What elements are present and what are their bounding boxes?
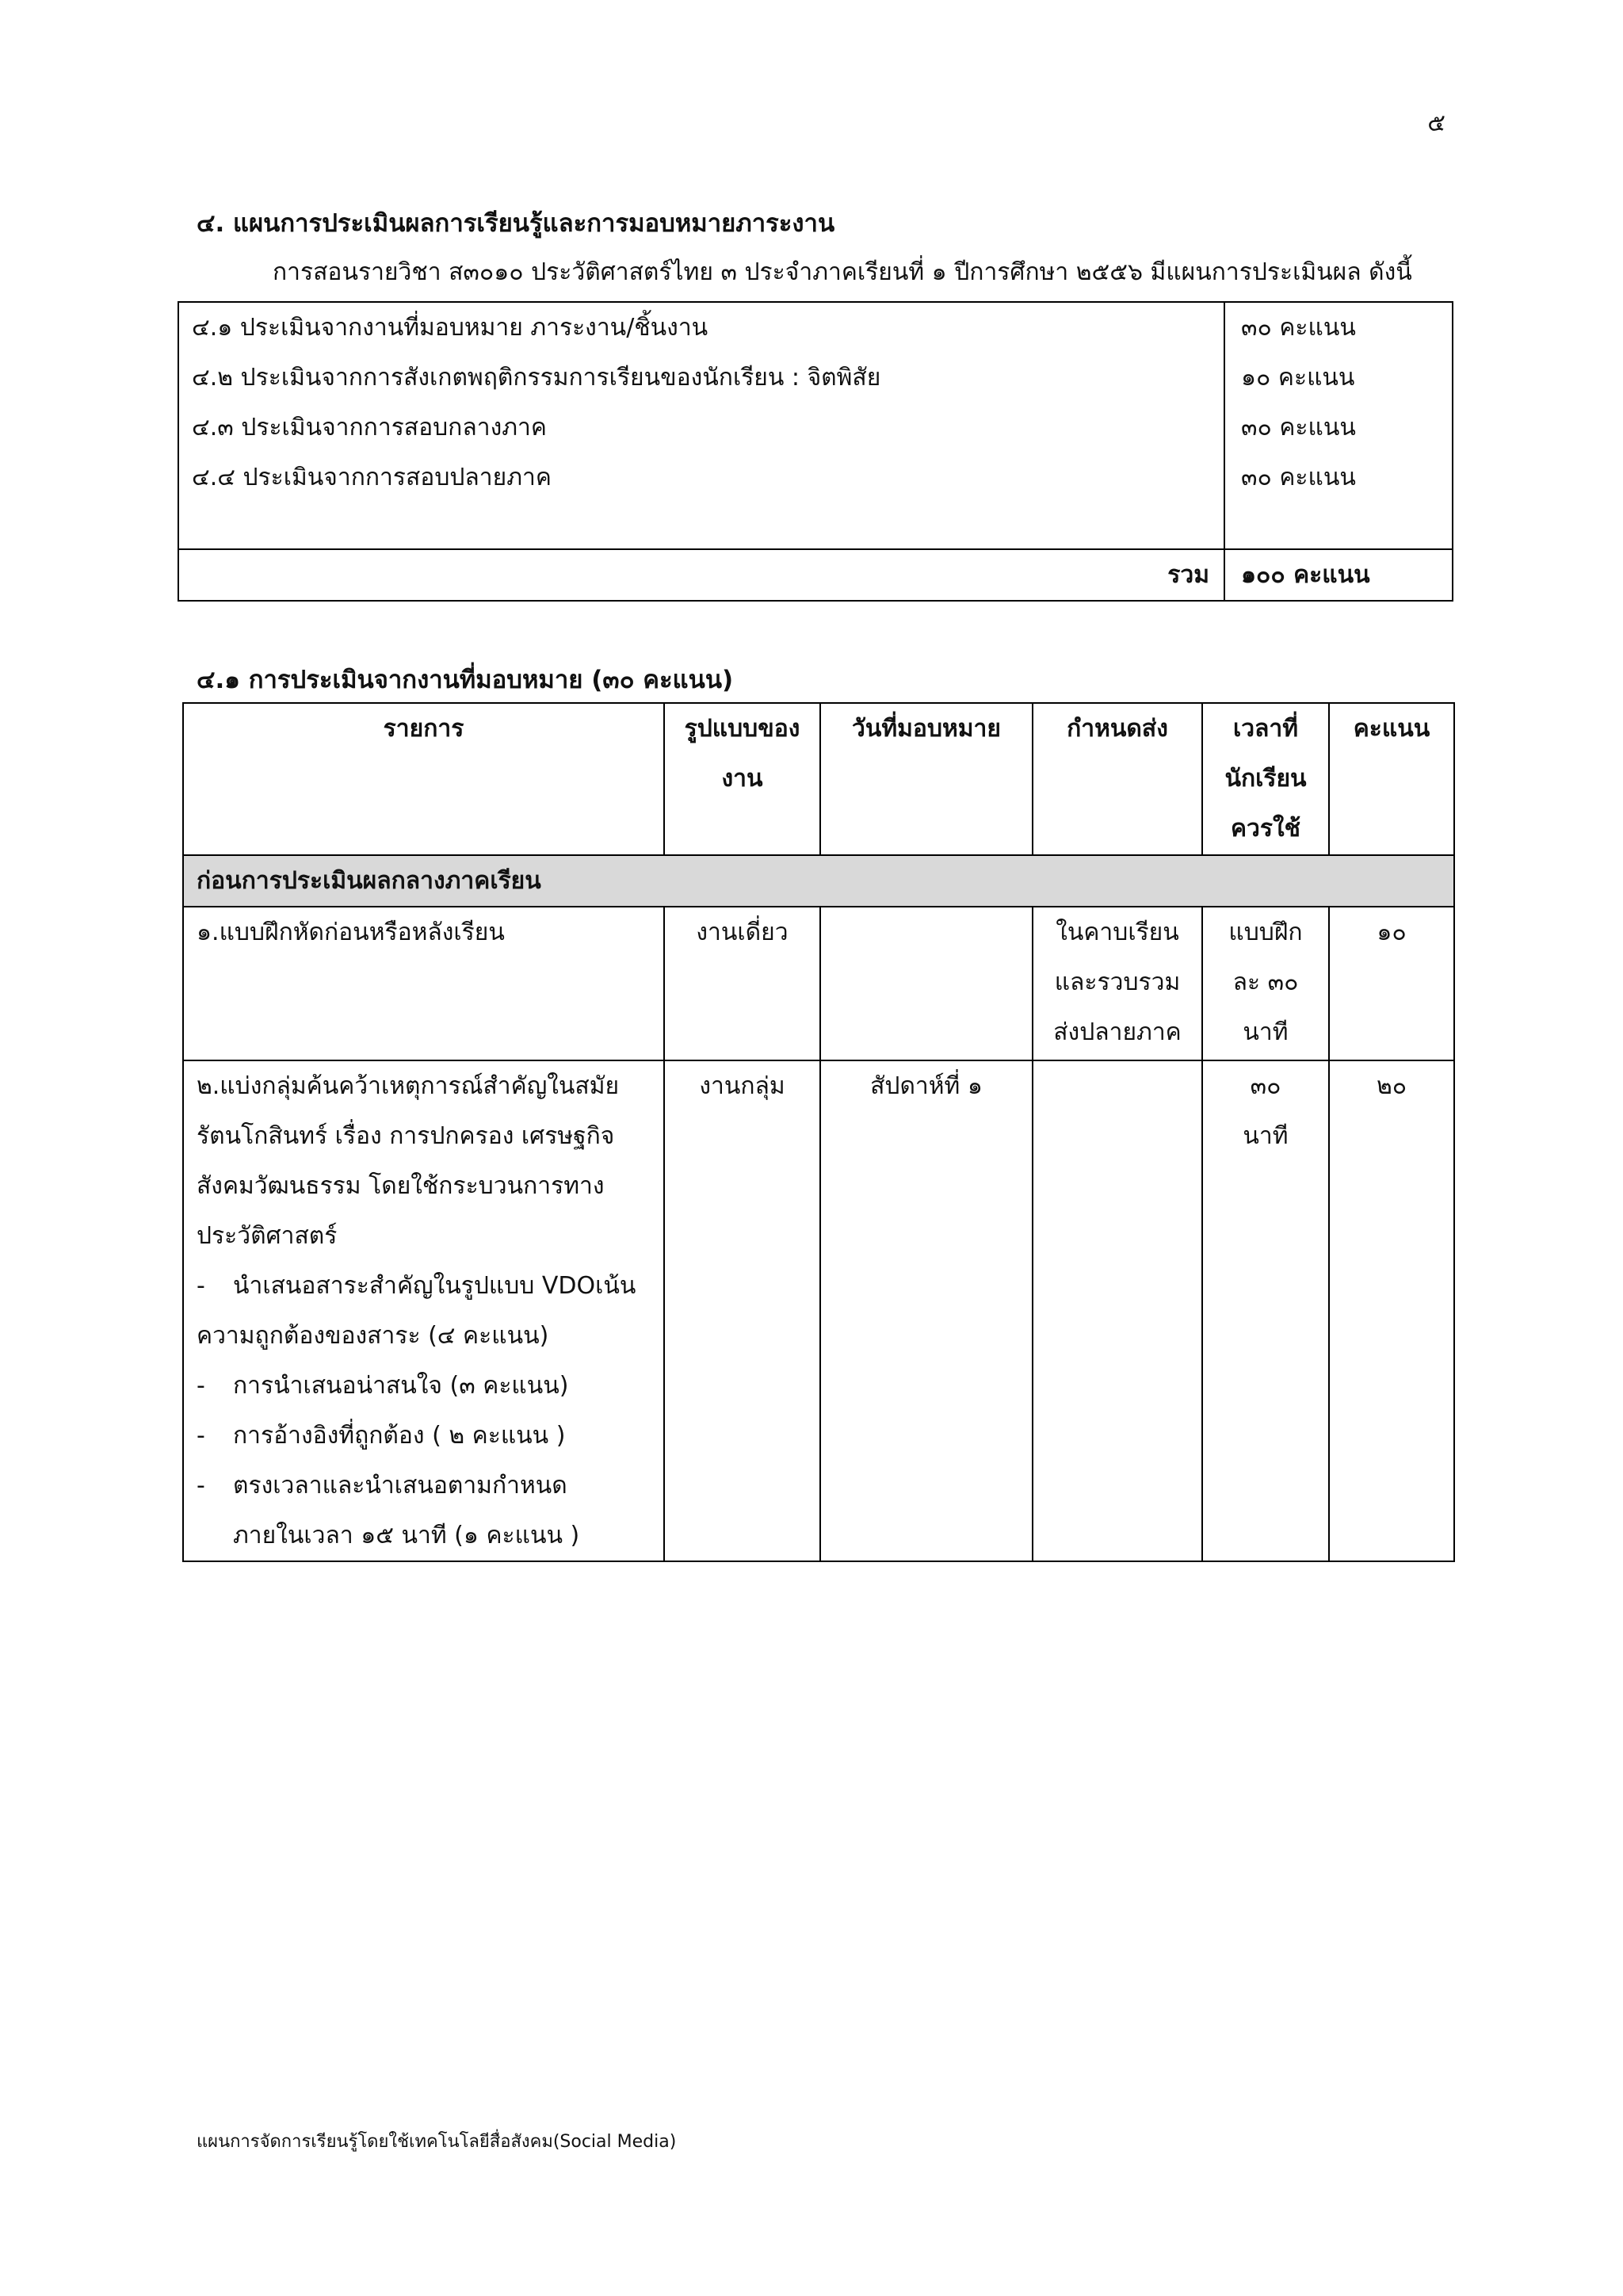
row-score: ๒๐ — [1329, 1060, 1454, 1561]
header-due: กำหนดส่ง — [1033, 703, 1202, 855]
page-number: ๕ — [1427, 109, 1445, 137]
row-time-line: ละ ๓๐ — [1232, 968, 1299, 996]
row-item — [183, 907, 664, 1060]
summary-item-points: ๓๐ คะแนน — [1241, 414, 1356, 441]
bullet-item — [197, 1411, 657, 1461]
header-time-line: ควรใช้ — [1230, 815, 1301, 842]
row-item-line: ประวัติศาสตร์ — [197, 1222, 338, 1250]
row-score: ๑๐ — [1329, 907, 1454, 1060]
bullet-text: นำเสนอสาระสำคัญในรูปแบบ VDOเน้น — [233, 1272, 636, 1300]
header-format-line: งาน — [721, 765, 763, 793]
summary-total-label: รวม — [178, 549, 1224, 601]
summary-points-cell — [1224, 302, 1453, 549]
assessment-summary-table — [178, 301, 1453, 602]
group-label: ก่อนการประเมินผลกลางภาคเรียน — [183, 855, 1454, 907]
intro-paragraph: การสอนรายวิชา ส๓๐๑๐ ประวัติศาสตร์ไทย ๓ ประจำภาคเรียนที่ ๑ ปีการศึกษา ๒๕๕๖ มีแผนการประเมินผล ดังนี้ — [273, 258, 1412, 286]
summary-total-row — [178, 549, 1453, 601]
table-row — [183, 1060, 1454, 1561]
header-item: รายการ — [183, 703, 664, 855]
summary-items-cell — [178, 302, 1224, 549]
footer-text: แผนการจัดการเรียนรู้โดยใช้เทคโนโลยีสื่อสังคม(Social Media) — [197, 2132, 677, 2152]
summary-item-label: ๔.๓ ประเมินจากการสอบกลางภาค — [192, 414, 547, 441]
subsection-title: ๔.๑ การประเมินจากงานที่มอบหมาย (๓๐ คะแนน) — [197, 666, 734, 694]
row-format: งานกลุ่ม — [664, 1060, 820, 1561]
assignment-header-row — [183, 703, 1454, 855]
row-time — [1202, 907, 1329, 1060]
section-title: ๔. แผนการประเมินผลการเรียนรู้และการมอบหมายภาระงาน — [197, 209, 835, 238]
bullet-item — [197, 1461, 657, 1511]
header-score: คะแนน — [1329, 703, 1454, 855]
row-format: งานเดี่ยว — [664, 907, 820, 1060]
row-time — [1202, 1060, 1329, 1561]
row-due-line: ในคาบเรียน — [1056, 919, 1179, 946]
bullet-text: ตรงเวลาและนำเสนอตามกำหนด — [233, 1472, 567, 1499]
row-assigned-date: สัปดาห์ที่ ๑ — [820, 1060, 1033, 1561]
header-format — [664, 703, 820, 855]
bullet-dash: - — [197, 1472, 205, 1499]
table-row — [183, 907, 1454, 1060]
bullet-dash: - — [197, 1272, 205, 1300]
summary-item-points: ๑๐ คะแนน — [1241, 364, 1355, 392]
row-item-line: สังคมวัฒนธรรม โดยใช้กระบวนการทาง — [197, 1172, 605, 1200]
row-due-line: และรวบรวม — [1054, 968, 1181, 996]
bullet-dash: - — [197, 1372, 205, 1400]
summary-item-label: ๔.๑ ประเมินจากงานที่มอบหมาย ภาระงาน/ชิ้นงาน — [192, 314, 708, 342]
bullet-item — [197, 1261, 657, 1311]
bullet-text-continued: ภายในเวลา ๑๕ นาที (๑ คะแนน ) — [233, 1522, 580, 1549]
header-format-line: รูปแบบของ — [684, 715, 800, 743]
row-item-line: ๑.แบบฝึกหัดก่อนหรือหลังเรียน — [197, 919, 505, 946]
row-time-line: แบบฝึก — [1228, 919, 1303, 946]
bullet-item — [197, 1361, 657, 1411]
summary-item-points: ๓๐ คะแนน — [1241, 314, 1356, 342]
row-assigned-date — [820, 907, 1033, 1060]
bullet-text-continued: ความถูกต้องของสาระ (๔ คะแนน) — [197, 1322, 549, 1350]
row-time-line: นาที — [1243, 1122, 1289, 1150]
header-time-line: เวลาที่ — [1232, 715, 1299, 743]
row-item-line: ๒.แบ่งกลุ่มค้นคว้าเหตุการณ์สำคัญในสมัย — [197, 1072, 620, 1100]
header-time — [1202, 703, 1329, 855]
row-time-line: ๓๐ — [1250, 1072, 1281, 1100]
bullet-text: การอ้างอิงที่ถูกต้อง ( ๒ คะแนน ) — [233, 1422, 566, 1450]
row-due — [1033, 1060, 1202, 1561]
row-item — [183, 1060, 664, 1561]
bullet-dash: - — [197, 1422, 205, 1450]
summary-item-label: ๔.๔ ประเมินจากการสอบปลายภาค — [192, 464, 552, 491]
summary-item-label: ๔.๒ ประเมินจากการสังเกตพฤติกรรมการเรียนของนักเรียน : จิตพิสัย — [192, 364, 881, 392]
group-row — [183, 855, 1454, 907]
row-due-line: ส่งปลายภาค — [1053, 1018, 1182, 1046]
header-assigned-date: วันที่มอบหมาย — [820, 703, 1033, 855]
row-due — [1033, 907, 1202, 1060]
summary-item-points: ๓๐ คะแนน — [1241, 464, 1356, 491]
summary-total-points: ๑๐๐ คะแนน — [1224, 549, 1453, 601]
row-item-line: รัตนโกสินทร์ เรื่อง การปกครอง เศรษฐกิจ — [197, 1122, 615, 1150]
row-time-line: นาที — [1243, 1018, 1289, 1046]
header-time-line: นักเรียน — [1224, 765, 1307, 793]
bullet-text: การนำเสนอน่าสนใจ (๓ คะแนน) — [233, 1372, 569, 1400]
assignment-table — [182, 702, 1455, 1562]
